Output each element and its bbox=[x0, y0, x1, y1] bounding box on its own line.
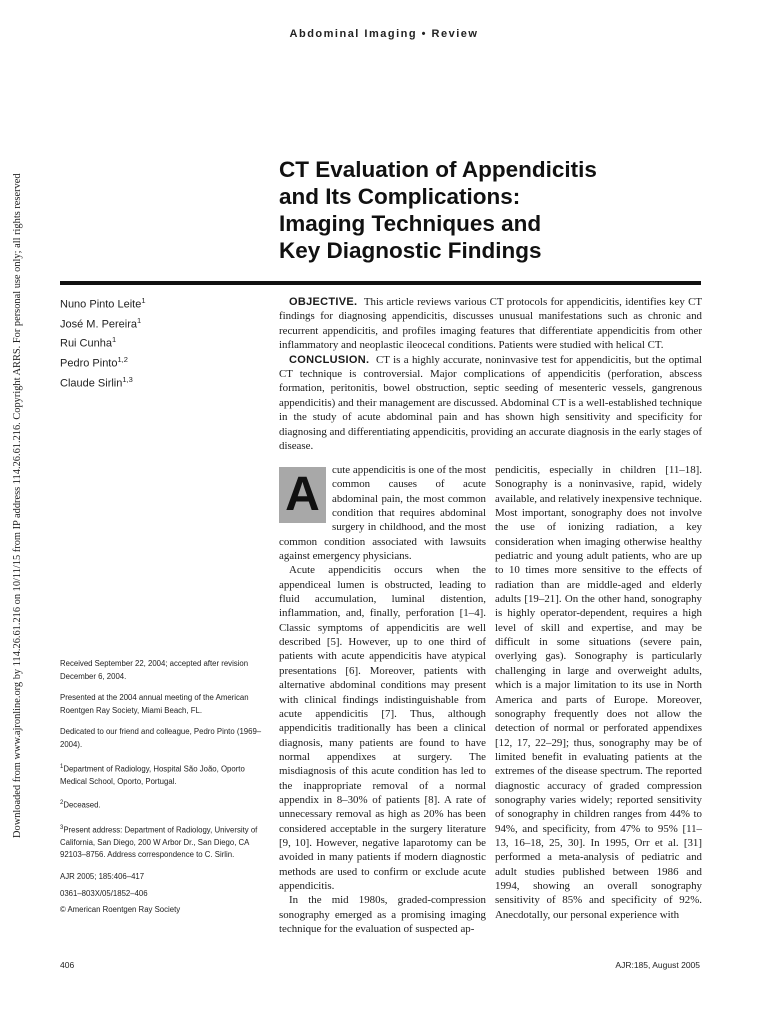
author-name: Claude Sirlin bbox=[60, 377, 123, 390]
download-notice-text: Downloaded from www.ajronline.org by 114.26.61.216 on 10/11/15 from IP address 114.26.61.216. Copyright ARRS. For personal use only; all rights reserved bbox=[12, 173, 23, 838]
abstract-conclusion bbox=[279, 353, 702, 454]
affiliation-text: Deceased. bbox=[63, 800, 101, 810]
affiliation-text: Department of Radiology, Hospital São João, Oporto Medical School, Oporto, Portugal. bbox=[60, 764, 245, 786]
author bbox=[60, 313, 260, 333]
author-affiliation-mark: 1,3 bbox=[122, 374, 133, 384]
received-note: Received September 22, 2004; accepted after revision December 6, 2004. bbox=[60, 659, 249, 681]
author-name: Pedro Pinto bbox=[60, 357, 118, 370]
running-head: Abdominal Imaging • Review bbox=[289, 28, 479, 40]
presented-note: Presented at the 2004 annual meeting of the American Roentgen Ray Society, Miami Beach, FL. bbox=[60, 693, 249, 715]
objective-label: OBJECTIVE. bbox=[289, 296, 358, 308]
body-column-left bbox=[279, 463, 486, 936]
conclusion-label: CONCLUSION. bbox=[289, 353, 370, 366]
author-affiliation-mark: 1 bbox=[141, 296, 146, 305]
objective-text: This article reviews various CT protocols for appendicitis, identifies key CT findings for diagnosing appendicitis, discusses unusual manifestations such as chronic and recurrent appendicitis, and profiles imaging features that differentiate appendicitis from other inflammatory and neoplastic ileocecal conditions. Patients were studied with helical CT. bbox=[279, 296, 703, 352]
affiliation-text: Present address: Department of Radiology, University of California, San Diego, 200 W Arbor Dr., San Diego, CA 92103–8756. Address correspondence to C. Sirlin. bbox=[60, 825, 258, 860]
title-line: and Its Complications: bbox=[279, 184, 521, 209]
body-paragraph-text: cute appendicitis is one of the most common causes of acute abdominal pain, the most common condition that requires abdominal surgery in childhood, and the most common condition associated with lawsuits against emergency physicians. bbox=[279, 464, 486, 563]
dedication-note: Dedicated to our friend and colleague, Pedro Pinto (1969–2004). bbox=[60, 727, 262, 749]
citation-note: AJR 2005; 185:406–417 bbox=[60, 871, 145, 881]
author-affiliation-mark: 1,2 bbox=[117, 354, 128, 364]
issn-note: 0361–803X/05/1852–406 bbox=[60, 888, 148, 898]
author-name: Rui Cunha bbox=[60, 337, 112, 350]
drop-cap: A bbox=[279, 467, 326, 523]
body-paragraph: Acute appendicitis occurs when the appendiceal lumen is obstructed, leading to fluid accumulation, luminal distention, inflammation, and, finally, perforation [1–4]. Classic symptoms of appendicitis are well described [5]. However, up to one third of patients with acute appendicitis have atypical presentations [6]. Moreover, patients with alternative abdominal conditions may present with clinical findings indistinguishable from acute appendicitis [7]. Thus, although appendicitis traditionally has been a clinical diagnosis, many patients are found to have normal appendixes at surgery. The misdiagnosis of this acute condition has led to the inappropriate removal of a normal appendix in 8–30% of patients [8]. A rate of unnecessary removal as high as 20% has been considered acceptable in the surgery literature [9, 10]. However, negative laparotomy can be avoided in many patients if modern diagnostic methods are used to confirm or exclude acute appendicitis. bbox=[279, 564, 486, 892]
author bbox=[60, 293, 260, 313]
author bbox=[60, 332, 260, 352]
body-paragraph: In the mid 1980s, graded-compression sonography emerged as a promising imaging technique for the evaluation of suspected ap- bbox=[279, 894, 486, 935]
body-paragraph: pendicitis, especially in children [11–18]. Sonography is a noninvasive, rapid, widely available, and relatively inexpensive technique. Most important, sonography does not involve the use of ionizing radiation, a key consideration when imaging otherwise healthy pediatric and young adult patients, who are up to 10 times more sensitive to the effects of radiation than are middle-aged and elderly adults [19–21]. On the other hand, sonography is highly operator-dependent, requires a high level of skill and expertise, and may be difficult in some situations (severe pain, overlying gas). Sonography is particularly challenging in large and overweight adults, which is a major limitation to its use in North America and parts of Europe. Moreover, sonography frequently does not allow the detection of normal or perforated appendixes [12, 17, 22–29]; thus, sonography may be of limited benefit in evaluating patients at the extremes of the disease spectrum. The reported diagnostic accuracy of graded compression sonography varies widely; reported sensitivity of sonography in children ranges from 44% to 94%, and specificity, from 47% to 95% [11–13, 16–18, 25, 30]. In 1995, Orr et al. [31] performed a meta-analysis of pediatric and adult studies published between 1986 and 1994, showing an overall sonography sensitivity of 85% and specificity of 92%. Anecdotally, our personal experience with bbox=[495, 464, 702, 921]
affiliation-mark: 3 bbox=[60, 824, 64, 831]
abstract bbox=[279, 295, 702, 453]
author bbox=[60, 352, 260, 372]
article-notes bbox=[60, 658, 265, 921]
page-number: 406 bbox=[60, 960, 75, 970]
download-notice bbox=[0, 173, 23, 840]
title-line: Imaging Techniques and bbox=[279, 211, 542, 236]
body-paragraph bbox=[279, 463, 486, 563]
author-list bbox=[60, 293, 260, 391]
copyright-note: © American Roentgen Ray Society bbox=[60, 905, 181, 915]
author bbox=[60, 372, 260, 392]
abstract-objective bbox=[279, 295, 702, 353]
title-rule bbox=[60, 281, 701, 285]
author-name: Nuno Pinto Leite bbox=[60, 298, 142, 311]
affiliation-mark: 2 bbox=[60, 800, 64, 807]
affiliation-mark: 1 bbox=[60, 763, 64, 770]
affiliation-note bbox=[60, 822, 265, 862]
affiliation-note bbox=[60, 797, 265, 812]
author-affiliation-mark: 1 bbox=[137, 315, 142, 325]
title-line: Key Diagnostic Findings bbox=[279, 238, 542, 263]
conclusion-text: CT is a highly accurate, noninvasive test for appendicitis, but the optimal CT technique is controversial. Major complications of appendicitis (perforation, abscess formation, peritonitis, bowel obstruction, septic seeding of mesenteric vessels, gangrenous appendicitis) and their management are discussed. Abdominal CT is a well-established technique in the study of acute abdominal pain and has shown high sensitivity and specificity for diagnosing and differentiating appendicitis, providing an accurate diagnosis in the early stages of disease. bbox=[279, 353, 702, 453]
article-title bbox=[279, 156, 719, 264]
body-column-right bbox=[495, 463, 702, 922]
title-line: CT Evaluation of Appendicitis bbox=[279, 157, 597, 182]
author-affiliation-mark: 1 bbox=[111, 335, 117, 345]
affiliation-note bbox=[60, 761, 265, 789]
author-name: José M. Pereira bbox=[60, 318, 138, 331]
journal-issue: AJR:185, August 2005 bbox=[615, 960, 700, 970]
